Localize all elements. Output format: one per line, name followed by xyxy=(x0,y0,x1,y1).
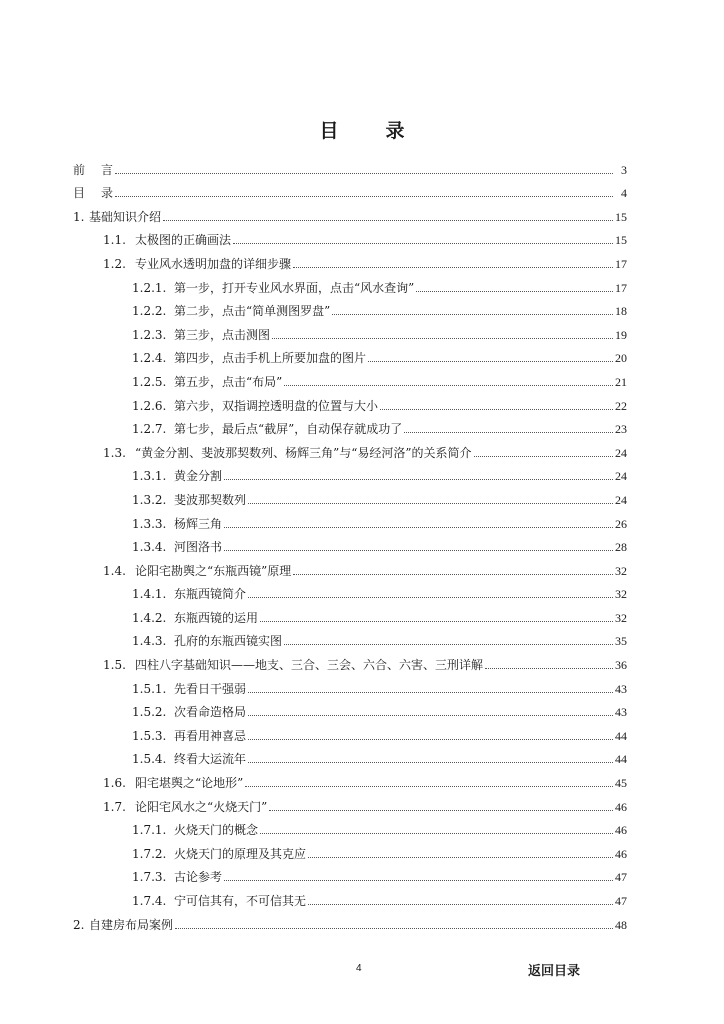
toc-entry-title: 先看日干强弱 xyxy=(174,681,247,696)
toc-entry-number: 1.5.2. xyxy=(132,705,167,720)
toc-entry-title: 第七步，最后点“截屏”，自动保存就成功了 xyxy=(174,422,403,437)
toc-entry-number: 1.2. xyxy=(103,256,126,271)
toc-leader-dots xyxy=(284,644,613,645)
toc-entry[interactable] xyxy=(0,887,724,911)
toc-entry-page: 28 xyxy=(615,540,627,555)
toc-entry-title: 第六步，双指调控透明盘的位置与大小 xyxy=(174,398,379,413)
toc-entry-title: 宁可信其有，不可信其无 xyxy=(174,894,307,908)
toc-leader-dots xyxy=(293,574,613,575)
toc-entry-title: 东瓶西镜简介 xyxy=(174,587,247,602)
toc-entry-title: 古论参考 xyxy=(174,870,223,885)
toc-entry[interactable] xyxy=(0,864,724,888)
toc-entry-page: 23 xyxy=(615,422,627,437)
toc-entry-title: 黄金分割 xyxy=(174,469,223,484)
toc-leader-dots xyxy=(404,432,613,433)
toc-entry-page: 19 xyxy=(615,327,627,342)
toc-leader-dots xyxy=(293,267,613,268)
toc-entry-page: 43 xyxy=(615,681,627,696)
toc-entry-number: 1.4.2. xyxy=(132,610,167,625)
toc-leader-dots xyxy=(416,291,613,292)
toc-entry[interactable] xyxy=(0,156,724,180)
toc-entry-number: 2. xyxy=(73,917,85,932)
toc-leader-dots xyxy=(248,739,613,740)
toc-leader-dots xyxy=(474,456,613,457)
toc-entry-page: 44 xyxy=(615,752,627,767)
toc-entry-title: 论阳宅风水之“火烧天门” xyxy=(135,799,268,814)
toc-leader-dots xyxy=(284,385,613,386)
toc-entry[interactable] xyxy=(0,274,724,298)
toc-entry-page: 36 xyxy=(615,658,627,673)
toc-entry-number: 1.7.2. xyxy=(132,846,167,861)
toc-entry-page: 48 xyxy=(615,917,627,932)
toc-leader-dots xyxy=(248,692,613,693)
toc-entry-number: 1.3. xyxy=(103,445,126,460)
toc-entry[interactable] xyxy=(0,345,724,369)
toc-leader-dots xyxy=(248,715,613,716)
toc-entry-page: 24 xyxy=(615,469,627,484)
toc-leader-dots xyxy=(332,314,613,315)
toc-entry-page: 20 xyxy=(615,351,627,366)
page-title: 目 录 xyxy=(319,119,419,142)
toc-entry-page: 44 xyxy=(615,728,627,743)
toc-entry-number: 1.3.3. xyxy=(132,516,167,531)
toc-entry[interactable] xyxy=(0,840,724,864)
toc-entry-title: 论阳宅勘舆之“东瓶西镜”原理 xyxy=(135,563,292,578)
toc-entry-title: 河图洛书 xyxy=(174,540,223,555)
toc-leader-dots xyxy=(224,479,613,480)
toc-entry-page: 17 xyxy=(615,280,627,295)
toc-leader-dots xyxy=(380,409,613,410)
toc-leader-dots xyxy=(308,857,613,858)
toc-entry-number: 1.3.4. xyxy=(132,540,167,555)
toc-entry[interactable] xyxy=(0,722,724,746)
toc-entry-page: 46 xyxy=(615,823,627,838)
toc-entry-number: 1.4.3. xyxy=(132,634,167,649)
toc-entry-page: 46 xyxy=(615,846,627,861)
toc-entry-page: 22 xyxy=(615,398,627,413)
toc-entry-title: 太极图的正确画法 xyxy=(135,233,232,248)
toc-entry-number: 1.3.2. xyxy=(132,492,167,507)
toc-entry-number: 1. xyxy=(73,209,85,224)
toc-entry-page: 15 xyxy=(615,209,627,224)
toc-entry-title: 第四步，点击手机上所要加盘的图片 xyxy=(174,351,367,366)
toc-entry-page: 15 xyxy=(615,233,627,248)
toc-entry-title: 第三步，点击测图 xyxy=(174,327,271,342)
toc-entry-number: 1.7.3. xyxy=(132,870,167,885)
toc-entry-page: 45 xyxy=(615,776,627,791)
toc-entry-title: 自建房布局案例 xyxy=(89,917,174,932)
toc-entry-page: 17 xyxy=(615,256,627,271)
toc-entry-title: 第二步，点击“简单测图罗盘” xyxy=(174,304,331,319)
toc-entry[interactable] xyxy=(0,250,724,274)
toc-entry-page: 26 xyxy=(615,516,627,531)
toc-entry-page: 32 xyxy=(615,610,627,625)
toc-entry[interactable] xyxy=(0,321,724,345)
back-to-toc-link[interactable]: 返回目录 xyxy=(528,964,581,979)
toc-entry[interactable] xyxy=(0,604,724,628)
toc-leader-dots xyxy=(163,220,613,221)
toc-entry-number: 1.3.1. xyxy=(132,469,167,484)
toc-entry-number: 1.6. xyxy=(103,776,126,791)
toc-leader-dots xyxy=(233,243,613,244)
toc-leader-dots xyxy=(248,597,613,598)
toc-entry-title: 东瓶西镜的运用 xyxy=(174,610,259,625)
toc-entry-title: 火烧天门的概念 xyxy=(174,823,259,838)
toc-leader-dots xyxy=(224,550,613,551)
toc-leader-dots xyxy=(175,928,613,929)
toc-entry[interactable] xyxy=(0,463,724,487)
toc-entry[interactable] xyxy=(0,581,724,605)
toc-entry-number: 1.4.1. xyxy=(132,587,167,602)
toc-entry-number: 1.5.4. xyxy=(132,752,167,767)
toc-entry-number: 目 xyxy=(73,186,86,201)
toc-entry-title: 第一步，打开专业风水界面，点击“风水查询” xyxy=(174,280,415,295)
toc-entry-number: 1.2.7. xyxy=(132,422,167,437)
toc-entry-title: 四柱八字基础知识——地支、三合、三会、六合、六害、三刑详解 xyxy=(135,658,484,673)
toc-entry-page: 46 xyxy=(615,799,627,814)
toc-entry-page: 32 xyxy=(615,587,627,602)
toc-entry[interactable] xyxy=(0,439,724,463)
toc-entry-title: 孔府的东瓶西镜实图 xyxy=(174,634,283,649)
toc-entry[interactable] xyxy=(0,769,724,793)
toc-entry[interactable] xyxy=(0,416,724,440)
toc-entry[interactable] xyxy=(0,298,724,322)
toc-entry-number: 1.5.3. xyxy=(132,728,167,743)
toc-entry-number: 1.1. xyxy=(103,233,126,248)
toc-entry-number: 1.5. xyxy=(103,658,126,673)
toc-entry[interactable] xyxy=(0,557,724,581)
toc-entry-title: 录 xyxy=(89,186,114,201)
toc-entry[interactable] xyxy=(0,180,724,204)
toc-entry-number: 1.7. xyxy=(103,799,126,814)
toc-entry-page: 47 xyxy=(615,870,627,885)
toc-leader-dots xyxy=(260,621,613,622)
toc-entry-number: 1.2.5. xyxy=(132,374,167,389)
toc-entry[interactable] xyxy=(0,203,724,227)
toc-entry-number: 1.7.4. xyxy=(132,894,167,908)
toc-entry-number: 1.7.1. xyxy=(132,823,167,838)
toc-leader-dots xyxy=(224,527,613,528)
toc-entry-title: 专业风水透明加盘的详细步骤 xyxy=(135,256,292,271)
toc-entry-title: 火烧天门的原理及其克应 xyxy=(174,846,307,861)
toc-entry-title: “黄金分割、斐波那契数列、杨辉三角”与“易经河洛”的关系简介 xyxy=(135,445,472,460)
toc-entry[interactable] xyxy=(0,651,724,675)
toc-entry-page: 35 xyxy=(615,634,627,649)
toc-entry-page: 3 xyxy=(621,162,627,177)
toc-leader-dots xyxy=(260,833,613,834)
toc-leader-dots xyxy=(272,338,613,339)
toc-entry[interactable] xyxy=(0,746,724,770)
toc-entry-title: 基础知识介绍 xyxy=(89,209,162,224)
toc-entry-page: 18 xyxy=(615,304,627,319)
toc-entry[interactable] xyxy=(0,368,724,392)
toc-entry[interactable] xyxy=(0,392,724,416)
toc-entry[interactable] xyxy=(0,793,724,817)
toc-entry-title: 终看大运流年 xyxy=(174,752,247,767)
toc-leader-dots xyxy=(308,904,613,905)
toc-entry-title: 第五步，点击“布局” xyxy=(174,374,283,389)
toc-leader-dots xyxy=(368,361,613,362)
toc-entry-page: 24 xyxy=(615,445,627,460)
toc-entry-number: 1.2.3. xyxy=(132,327,167,342)
toc-entry-title: 再看用神喜忌 xyxy=(174,728,247,743)
toc-entry-page: 4 xyxy=(621,186,627,201)
toc-leader-dots xyxy=(248,762,613,763)
toc-entry-title: 斐波那契数列 xyxy=(174,492,247,507)
toc-leader-dots xyxy=(485,668,613,669)
toc-entry[interactable] xyxy=(0,628,724,652)
toc-entry-number: 前 xyxy=(73,162,86,177)
toc-entry-title: 言 xyxy=(89,162,114,177)
toc-entry[interactable] xyxy=(0,817,724,841)
toc-leader-dots xyxy=(269,810,613,811)
toc-entry[interactable] xyxy=(0,911,724,935)
toc-entry-title: 杨辉三角 xyxy=(174,516,223,531)
toc-entry[interactable] xyxy=(0,675,724,699)
toc-entry[interactable] xyxy=(0,510,724,534)
toc-entry-title: 次看命造格局 xyxy=(174,705,247,720)
toc-entry[interactable] xyxy=(0,227,724,251)
toc-entry-number: 1.5.1. xyxy=(132,681,167,696)
toc-entry-page: 21 xyxy=(615,374,627,389)
toc-entry[interactable] xyxy=(0,534,724,558)
toc-leader-dots xyxy=(115,196,613,197)
toc-entry-title: 阳宅堪舆之“论地形” xyxy=(135,776,244,791)
toc-leader-dots xyxy=(115,173,613,174)
table-of-contents xyxy=(0,156,724,935)
page-number: 4 xyxy=(356,963,362,974)
toc-leader-dots xyxy=(248,503,613,504)
toc-entry-number: 1.2.4. xyxy=(132,351,167,366)
toc-entry[interactable] xyxy=(0,486,724,510)
toc-entry-number: 1.2.6. xyxy=(132,398,167,413)
toc-entry-page: 47 xyxy=(615,894,627,908)
toc-entry-number: 1.2.1. xyxy=(132,280,167,295)
toc-entry-page: 43 xyxy=(615,705,627,720)
toc-entry[interactable] xyxy=(0,699,724,723)
toc-entry-page: 24 xyxy=(615,492,627,507)
toc-leader-dots xyxy=(224,880,613,881)
toc-leader-dots xyxy=(245,786,613,787)
toc-entry-page: 32 xyxy=(615,563,627,578)
toc-entry-number: 1.4. xyxy=(103,563,126,578)
toc-entry-number: 1.2.2. xyxy=(132,304,167,319)
